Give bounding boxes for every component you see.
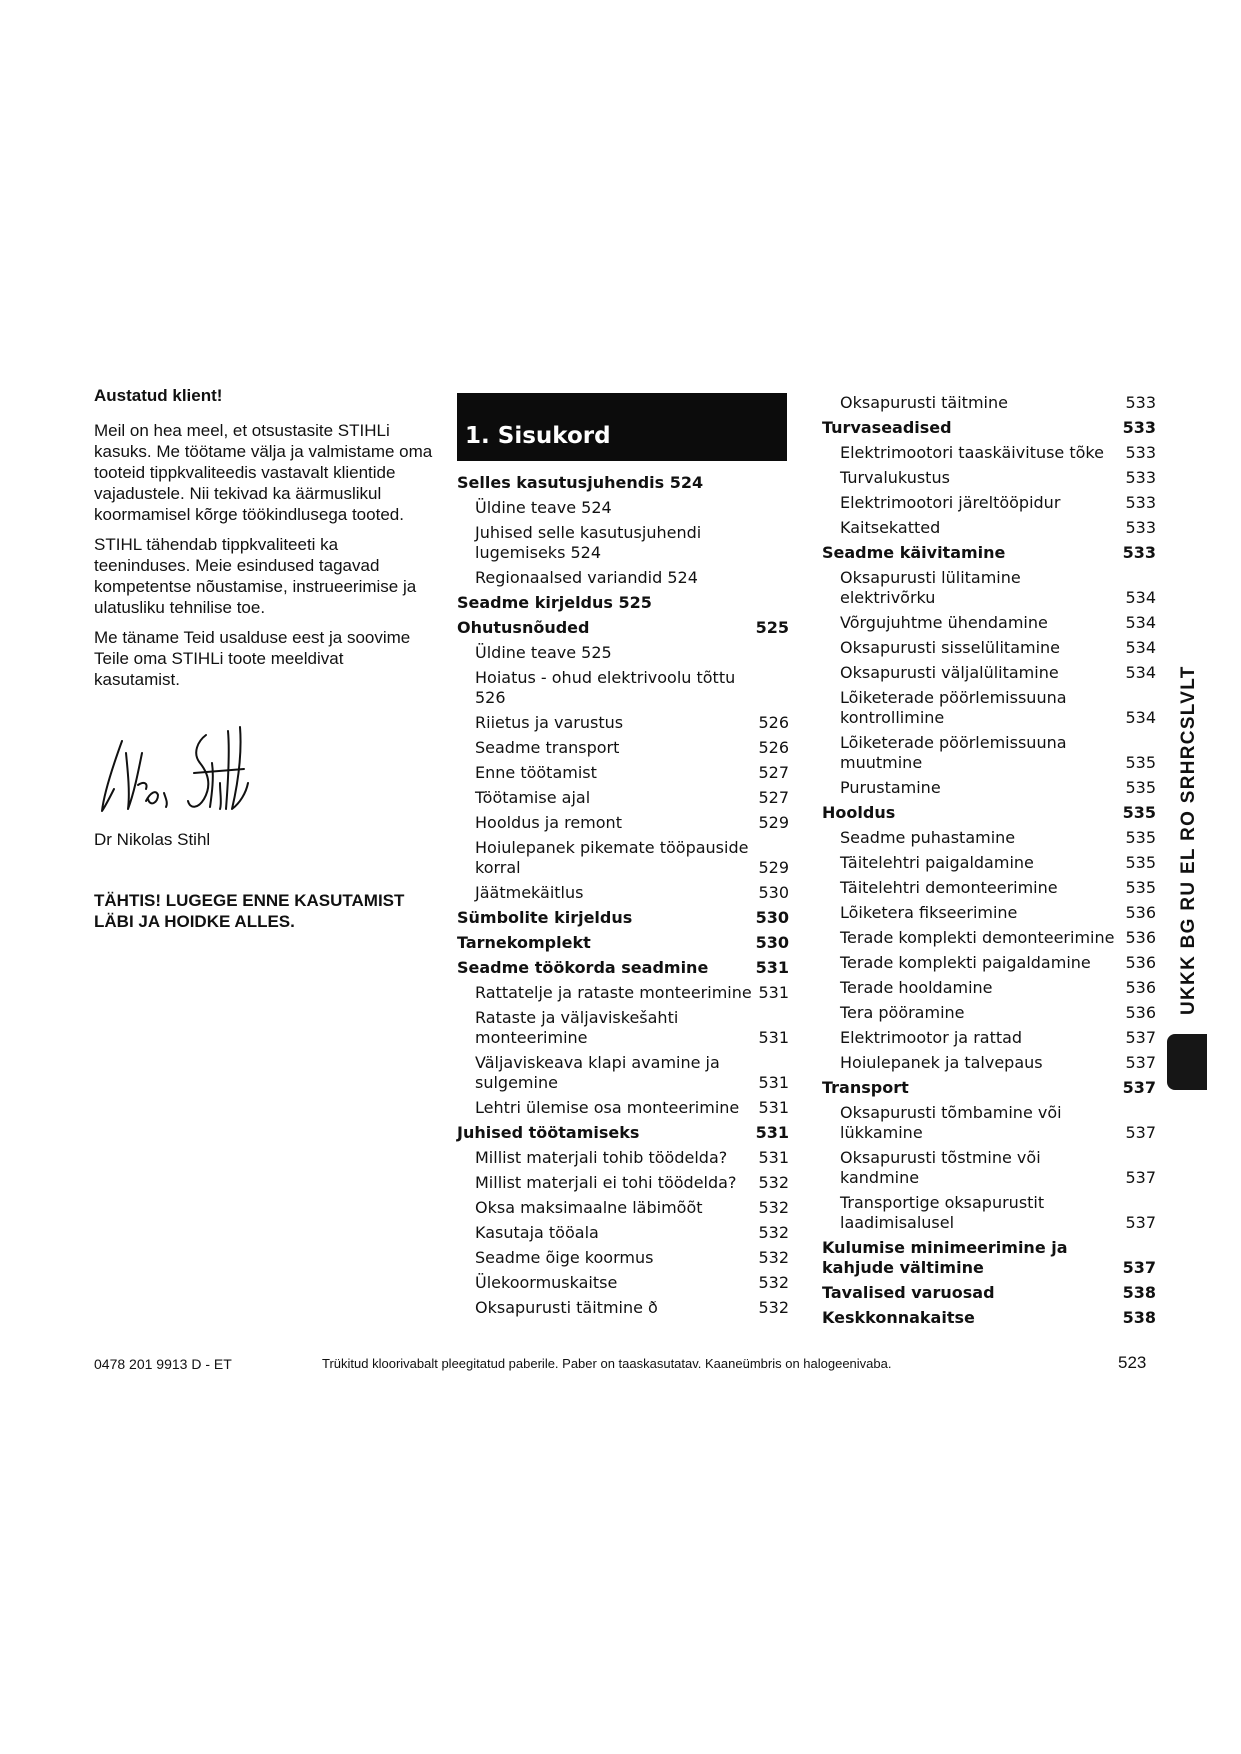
- toc-entry-page: 536: [1125, 953, 1156, 972]
- toc-section-entry: [457, 906, 789, 931]
- toc-entry-title: Rataste ja väljaviskešahti monteerimine: [475, 1008, 679, 1047]
- toc-entry-title: Lõiketera fikseerimine: [840, 903, 1018, 922]
- toc-entry-title: Oksa maksimaalne läbimõõt: [475, 1198, 703, 1217]
- toc-entry-title: Hooldus ja remont: [475, 813, 622, 832]
- toc-entry-title: Purustamine: [840, 778, 941, 797]
- toc-section-entry: [457, 1121, 789, 1146]
- toc-subsection-entry: [457, 736, 789, 761]
- toc-section-entry: [822, 1076, 1156, 1101]
- toc-entry-title: Keskkonnakaitse: [822, 1308, 975, 1327]
- toc-subsection-entry: [457, 761, 789, 786]
- language-tab-label: UKKK BG RU EL RO SRHRCSLVLT: [1178, 665, 1199, 1015]
- toc-column-right: [822, 391, 1156, 1331]
- toc-entry-page: 533: [1125, 493, 1156, 512]
- toc-entry-page: 537: [1125, 1168, 1156, 1187]
- toc-subsection-entry: [822, 686, 1156, 731]
- toc-entry-title: Töötamise ajal: [475, 788, 591, 807]
- toc-subsection-entry: [457, 836, 789, 881]
- toc-entry-title: Terade hooldamine: [840, 978, 993, 997]
- toc-entry-title: Seadme kirjeldus 525: [457, 593, 652, 612]
- toc-entry-title: Riietus ja varustus: [475, 713, 624, 732]
- toc-subsection-entry: [822, 851, 1156, 876]
- toc-entry-title: Elektrimootori taaskäivituse tõke: [840, 443, 1104, 462]
- language-tab-marker: [1167, 1034, 1207, 1090]
- toc-entry-page: 537: [1125, 1053, 1156, 1072]
- toc-subsection-entry: [457, 1096, 789, 1121]
- toc-entry-page: 533: [1122, 418, 1156, 437]
- toc-entry-title: Seadme transport: [475, 738, 620, 757]
- toc-entry-page: 535: [1125, 828, 1156, 847]
- toc-entry-title: Juhised selle kasutusjuhendi lugemiseks 524: [475, 523, 702, 562]
- toc-section-entry: [822, 801, 1156, 826]
- toc-entry-page: 533: [1122, 543, 1156, 562]
- toc-entry-page: 526: [758, 713, 789, 732]
- toc-subsection-entry: [457, 566, 789, 591]
- toc-subsection-entry: [822, 566, 1156, 611]
- toc-subsection-entry: [457, 1006, 789, 1051]
- toc-section-entry: [457, 471, 789, 496]
- toc-entry-title: Sümbolite kirjeldus: [457, 908, 633, 927]
- toc-entry-title: Juhised töötamiseks: [457, 1123, 640, 1142]
- toc-entry-title: Kasutaja tööala: [475, 1223, 599, 1242]
- toc-entry-title: Väljaviskeava klapi avamine ja sulgemine: [475, 1053, 720, 1092]
- toc-section-entry: [457, 931, 789, 956]
- toc-section-entry: [822, 541, 1156, 566]
- document-code: 0478 201 9913 D - ET: [94, 1356, 232, 1372]
- toc-subsection-entry: [457, 811, 789, 836]
- page-number: 523: [1118, 1353, 1147, 1372]
- toc-entry-page: 537: [1125, 1028, 1156, 1047]
- toc-title-box: [457, 393, 787, 461]
- toc-entry-title: Seadme töökorda seadmine: [457, 958, 709, 977]
- toc-entry-title: Täitelehtri demonteerimine: [840, 878, 1058, 897]
- toc-entry-title: Lehtri ülemise osa monteerimine: [475, 1098, 740, 1117]
- toc-section-entry: [822, 1281, 1156, 1306]
- toc-entry-title: Hoiatus - ohud elektrivoolu tõttu 526: [475, 668, 736, 707]
- toc-entry-page: 531: [758, 1148, 789, 1167]
- toc-subsection-entry: [822, 976, 1156, 1001]
- toc-title: 1. Sisukord: [465, 423, 611, 449]
- toc-entry-page: 535: [1125, 853, 1156, 872]
- toc-section-entry: [457, 956, 789, 981]
- toc-subsection-entry: [822, 516, 1156, 541]
- toc-entry-title: Üldine teave 524: [475, 498, 612, 517]
- signer-name: Dr Nikolas Stihl: [94, 830, 211, 849]
- toc-subsection-entry: [457, 496, 789, 521]
- toc-entry-page: 533: [1125, 393, 1156, 412]
- toc-subsection-entry: [457, 786, 789, 811]
- toc-entry-page: 530: [755, 908, 789, 927]
- toc-entry-title: Oksapurusti sisselülitamine: [840, 638, 1061, 657]
- toc-entry-page: 531: [755, 1123, 789, 1142]
- toc-subsection-entry: [822, 731, 1156, 776]
- toc-entry-page: 533: [1125, 468, 1156, 487]
- toc-entry-page: 537: [1125, 1213, 1156, 1232]
- letter-paragraph: Meil on hea meel, et otsustasite STIHLi kasuks. Me töötame välja ja valmistame oma tooteid tippkvaliteedis vastavalt klientide vajadustele. Nii tekivad ka äärmuslikul koormamisel kõrge töökindlusega tooted.: [94, 421, 433, 524]
- toc-entry-page: 531: [755, 958, 789, 977]
- toc-section-entry: [822, 1236, 1156, 1281]
- toc-entry-page: 538: [1122, 1283, 1156, 1302]
- toc-entry-title: Oksapurusti lülitamine elektrivõrku: [840, 568, 1021, 607]
- toc-subsection-entry: [457, 981, 789, 1006]
- toc-entry-title: Transportige oksapurustit laadimisalusel: [840, 1193, 1045, 1232]
- toc-subsection-entry: [822, 1146, 1156, 1191]
- toc-subsection-entry: [822, 1001, 1156, 1026]
- toc-entry-page: 535: [1125, 878, 1156, 897]
- toc-section-entry: [822, 416, 1156, 441]
- toc-subsection-entry: [822, 876, 1156, 901]
- toc-subsection-entry: [457, 1296, 789, 1321]
- toc-entry-title: Lõiketerade pöörlemissuuna kontrollimine: [840, 688, 1067, 727]
- toc-entry-title: Üldine teave 525: [475, 643, 612, 662]
- toc-subsection-entry: [457, 1196, 789, 1221]
- toc-entry-page: 534: [1125, 663, 1156, 682]
- toc-entry-page: 535: [1125, 753, 1156, 772]
- important-notice: TÄHTIS! LUGEGE ENNE KASUTAMIST LÄBI JA HOIDKE ALLES.: [94, 891, 405, 931]
- toc-entry-title: Ülekoormuskaitse: [475, 1273, 618, 1292]
- toc-entry-title: Oksapurusti täitmine: [840, 393, 1008, 412]
- toc-subsection-entry: [822, 661, 1156, 686]
- toc-entry-title: Hooldus: [822, 803, 896, 822]
- toc-subsection-entry: [822, 466, 1156, 491]
- toc-subsection-entry: [457, 521, 789, 566]
- toc-entry-page: 532: [758, 1223, 789, 1242]
- toc-entry-page: 536: [1125, 903, 1156, 922]
- toc-entry-title: Oksapurusti täitmine ð: [475, 1298, 658, 1317]
- letter-greeting: Austatud klient!: [94, 386, 223, 405]
- toc-entry-title: Regionaalsed variandid 524: [475, 568, 698, 587]
- toc-entry-title: Võrgujuhtme ühendamine: [840, 613, 1048, 632]
- toc-entry-title: Täitelehtri paigaldamine: [840, 853, 1034, 872]
- toc-entry-title: Elektrimootori järeltööpidur: [840, 493, 1061, 512]
- toc-entry-title: Kulumise minimeerimine ja kahjude vältimine: [822, 1238, 1068, 1277]
- toc-entry-title: Millist materjali ei tohi töödelda?: [475, 1173, 737, 1192]
- welcome-letter: [94, 386, 434, 932]
- toc-entry-title: Jäätmekäitlus: [475, 883, 584, 902]
- paper-note: Trükitud kloorivabalt pleegitatud paberile. Paber on taaskasutatav. Kaaneümbris on halogeenivaba.: [322, 1356, 892, 1371]
- toc-entry-title: Oksapurusti tõmbamine või lükkamine: [840, 1103, 1062, 1142]
- toc-entry-page: 532: [758, 1198, 789, 1217]
- toc-entry-page: 527: [758, 763, 789, 782]
- toc-subsection-entry: [457, 711, 789, 736]
- toc-entry-title: Terade komplekti demonteerimine: [840, 928, 1115, 947]
- letter-paragraph: Me täname Teid usalduse eest ja soovime Teile oma STIHLi toote meeldivat kasutamist.: [94, 628, 411, 689]
- toc-column-middle: [457, 471, 789, 1321]
- toc-entry-title: Lõiketerade pöörlemissuuna muutmine: [840, 733, 1067, 772]
- toc-subsection-entry: [457, 1051, 789, 1096]
- toc-subsection-entry: [822, 441, 1156, 466]
- toc-subsection-entry: [457, 1271, 789, 1296]
- toc-subsection-entry: [822, 491, 1156, 516]
- toc-entry-title: Tavalised varuosad: [822, 1283, 995, 1302]
- toc-entry-title: Oksapurusti tõstmine või kandmine: [840, 1148, 1041, 1187]
- toc-subsection-entry: [457, 1221, 789, 1246]
- toc-subsection-entry: [457, 881, 789, 906]
- toc-subsection-entry: [822, 636, 1156, 661]
- toc-entry-page: 531: [758, 1073, 789, 1092]
- toc-entry-page: 536: [1125, 978, 1156, 997]
- toc-subsection-entry: [822, 926, 1156, 951]
- toc-entry-title: Oksapurusti väljalülitamine: [840, 663, 1059, 682]
- toc-entry-page: 530: [758, 883, 789, 902]
- toc-subsection-entry: [457, 1246, 789, 1271]
- toc-entry-title: Millist materjali tohib töödelda?: [475, 1148, 728, 1167]
- toc-entry-page: 531: [758, 1098, 789, 1117]
- toc-entry-page: 535: [1125, 778, 1156, 797]
- toc-entry-title: Seadme käivitamine: [822, 543, 1006, 562]
- toc-subsection-entry: [457, 641, 789, 666]
- toc-entry-page: 531: [758, 983, 789, 1002]
- toc-entry-title: Seadme puhastamine: [840, 828, 1016, 847]
- toc-entry-page: 537: [1122, 1078, 1156, 1097]
- toc-entry-page: 526: [758, 738, 789, 757]
- signature-image: [94, 723, 274, 823]
- toc-entry-title: Tera pööramine: [840, 1003, 965, 1022]
- toc-entry-page: 535: [1122, 803, 1156, 822]
- toc-entry-page: 532: [758, 1248, 789, 1267]
- toc-entry-title: Hoiulepanek pikemate tööpauside korral: [475, 838, 749, 877]
- toc-subsection-entry: [822, 1026, 1156, 1051]
- toc-entry-page: 533: [1125, 443, 1156, 462]
- letter-paragraph: STIHL tähendab tippkvaliteeti ka teeninduses. Meie esindused tagavad kompetentse nõustamise, instrueerimise ja ulatusliku tehnilise toe.: [94, 535, 417, 617]
- toc-entry-page: 531: [758, 1028, 789, 1047]
- toc-subsection-entry: [457, 666, 789, 711]
- toc-entry-page: 537: [1122, 1258, 1156, 1277]
- toc-entry-title: Elektrimootor ja rattad: [840, 1028, 1023, 1047]
- toc-subsection-entry: [457, 1171, 789, 1196]
- toc-entry-page: 538: [1122, 1308, 1156, 1327]
- toc-subsection-entry: [822, 951, 1156, 976]
- toc-entry-title: Rattatelje ja rataste monteerimine: [475, 983, 752, 1002]
- toc-entry-page: 525: [755, 618, 789, 637]
- toc-entry-title: Tarnekomplekt: [457, 933, 591, 952]
- toc-entry-title: Kaitsekatted: [840, 518, 941, 537]
- toc-entry-page: 534: [1125, 708, 1156, 727]
- toc-entry-page: 533: [1125, 518, 1156, 537]
- toc-subsection-entry: [822, 1051, 1156, 1076]
- toc-entry-page: 532: [758, 1273, 789, 1292]
- toc-entry-title: Seadme õige koormus: [475, 1248, 654, 1267]
- toc-entry-page: 530: [755, 933, 789, 952]
- toc-entry-page: 529: [758, 813, 789, 832]
- toc-entry-page: 534: [1125, 588, 1156, 607]
- toc-entry-title: Turvaseadised: [822, 418, 952, 437]
- toc-section-entry: [457, 591, 789, 616]
- toc-subsection-entry: [822, 1101, 1156, 1146]
- toc-entry-page: 532: [758, 1298, 789, 1317]
- toc-section-entry: [822, 1306, 1156, 1331]
- toc-subsection-entry: [822, 776, 1156, 801]
- toc-entry-title: Turvalukustus: [840, 468, 950, 487]
- toc-subsection-entry: [822, 1191, 1156, 1236]
- toc-entry-page: 532: [758, 1173, 789, 1192]
- toc-entry-title: Terade komplekti paigaldamine: [840, 953, 1091, 972]
- toc-entry-page: 527: [758, 788, 789, 807]
- toc-entry-page: 536: [1125, 928, 1156, 947]
- toc-entry-page: 534: [1125, 638, 1156, 657]
- toc-entry-title: Ohutusnõuded: [457, 618, 590, 637]
- toc-entry-page: 534: [1125, 613, 1156, 632]
- toc-entry-page: 537: [1125, 1123, 1156, 1142]
- toc-subsection-entry: [822, 901, 1156, 926]
- toc-entry-title: Selles kasutusjuhendis 524: [457, 473, 704, 492]
- toc-entry-page: 529: [758, 858, 789, 877]
- toc-subsection-entry: [822, 391, 1156, 416]
- toc-subsection-entry: [822, 826, 1156, 851]
- toc-subsection-entry: [457, 1146, 789, 1171]
- toc-entry-title: Transport: [822, 1078, 909, 1097]
- toc-entry-title: Enne töötamist: [475, 763, 597, 782]
- toc-subsection-entry: [822, 611, 1156, 636]
- toc-section-entry: [457, 616, 789, 641]
- toc-entry-page: 536: [1125, 1003, 1156, 1022]
- toc-entry-title: Hoiulepanek ja talvepaus: [840, 1053, 1043, 1072]
